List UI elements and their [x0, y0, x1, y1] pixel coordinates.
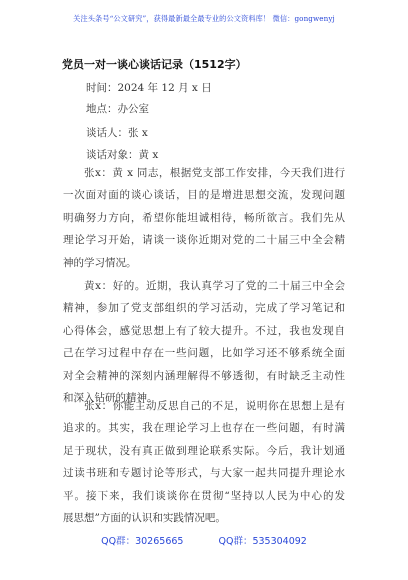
paragraph-line: 展思想”方面的认识和实践情况吧。: [63, 511, 226, 524]
meta-time: 时间：2024 年 12 月 x 日: [86, 82, 212, 94]
footer: [0, 533, 408, 547]
paragraph-line: 明确努力方向，希望你能坦诚相待，畅所欲言。我们先从: [63, 211, 345, 224]
paragraph-line: 黄x：好的。近期，我认真学习了党的二十届三中全会: [84, 280, 345, 292]
paragraph-line: 平。接下来，我们谈谈你在贯彻“坚持以人民为中心的发: [63, 489, 345, 502]
paragraph-line: 张x：黄 x 同志，根据党支部工作安排，今天我们进行: [84, 167, 345, 179]
paragraph-line: 张x：你能主动反思自己的不足，说明你在思想上是有: [84, 400, 345, 412]
paragraph-line: 心得体会，感觉思想上有了较大提升。不过，我也发现自: [63, 324, 345, 337]
paragraph-line: 精神，参加了党支部组织的学习活动，完成了学习笔记和: [63, 302, 345, 315]
paragraph-2: [63, 275, 345, 409]
paragraph-1: [63, 162, 345, 274]
paragraph-line: 追求的。其实，我在理论学习上也存在一些问题，有时满: [63, 422, 345, 435]
paragraph-line: 足于现状，没有真正做到理论联系实际。今后，我计划通: [63, 444, 345, 457]
paragraph-line: 一次面对面的谈心谈话，目的是增进思想交流，发现问题: [63, 189, 345, 202]
meta-location: 地点：办公室: [86, 103, 149, 115]
paragraph-line: 神的学习情况。: [63, 256, 137, 269]
paragraph-3: [63, 395, 345, 529]
paragraph-line: 己在学习过程中存在一些问题，比如学习还不够系统全面: [63, 347, 345, 360]
footer-qq-group-1: QQ群：30265665: [101, 536, 184, 547]
meta-speaker: 谈话人：张 x: [86, 127, 148, 139]
document-title: 党员一对一谈心谈话记录（1512字）: [62, 58, 247, 71]
paragraph-line: 和深入钻研的精神。: [63, 391, 158, 404]
paragraph-line: 对全会精神的深刻内涵理解得不够透彻，有时缺乏主动性: [63, 369, 345, 382]
meta-target: 谈话对象：黄 x: [86, 149, 159, 161]
top-banner: 关注头条号“公文研究”，获得最新最全最专业的公文资料库！ 微信：gongwenyj: [73, 14, 335, 23]
paragraph-line: 过读书班和专题讨论等形式，与大家一起共同提升理论水: [63, 467, 345, 480]
footer-qq-group-2: QQ群：535304092: [218, 536, 307, 547]
paragraph-line: 理论学习开始，请谈一谈你近期对党的二十届三中全会精: [63, 234, 345, 247]
